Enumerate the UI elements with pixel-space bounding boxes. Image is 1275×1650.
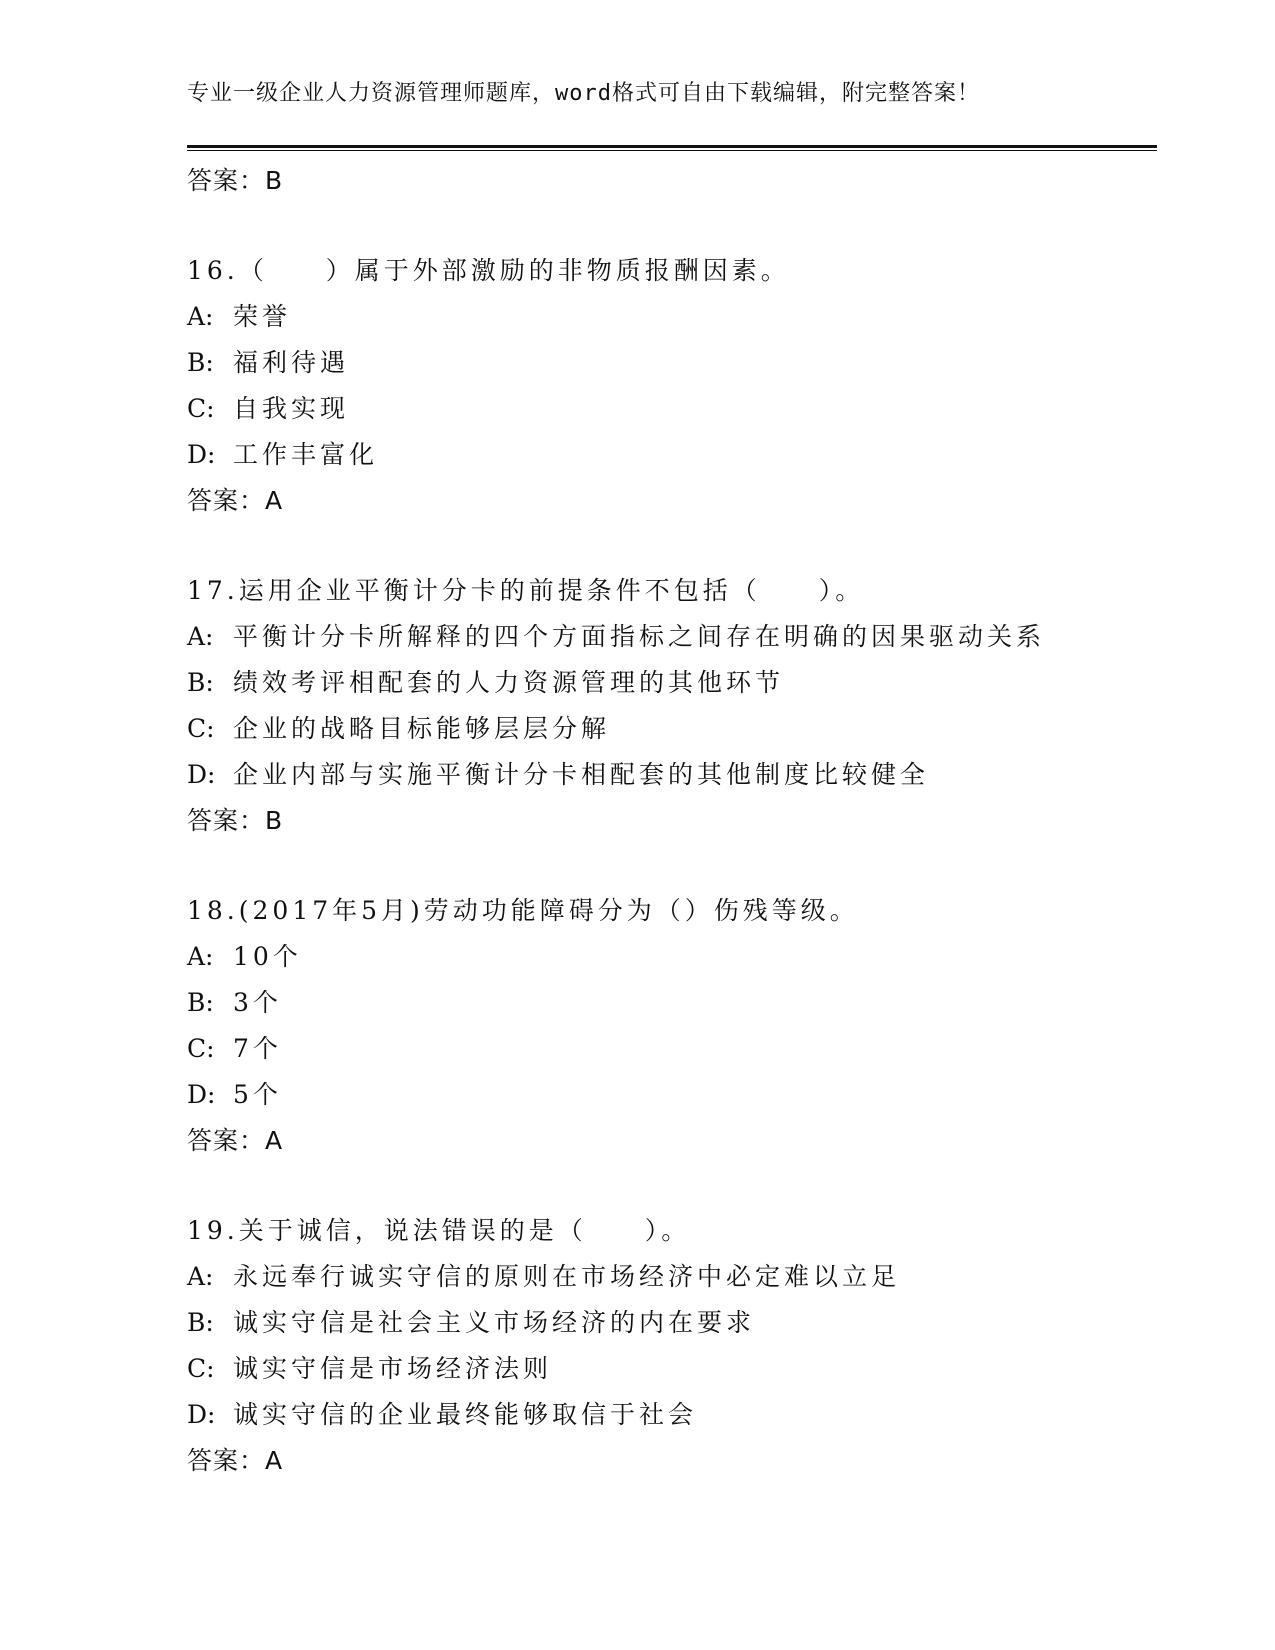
option-letter: C: <box>187 394 215 423</box>
option-a <box>187 934 1157 980</box>
option-a <box>187 294 1157 340</box>
option-text: 自我实现 <box>233 394 350 423</box>
page-header: 专业一级企业人力资源管理师题库，word格式可自由下载编辑，附完整答案！ <box>187 81 980 106</box>
option-text: 荣誉 <box>233 302 292 331</box>
option-text: 福利待遇 <box>233 348 350 377</box>
option-text: 永远奉行诚实守信的原则在市场经济中必定难以立足 <box>233 1262 901 1291</box>
option-d <box>187 1392 1157 1438</box>
option-b <box>187 980 1157 1026</box>
answer-line: 答案：B <box>187 806 284 835</box>
answer-line: 答案：A <box>187 1446 284 1475</box>
option-text: 诚实守信是市场经济法则 <box>233 1354 553 1383</box>
option-letter: D: <box>187 760 216 789</box>
option-text: 诚实守信是社会主义市场经济的内在要求 <box>233 1308 756 1337</box>
option-b <box>187 340 1157 386</box>
option-letter: A: <box>187 942 214 971</box>
option-c <box>187 1026 1157 1072</box>
option-b <box>187 1300 1157 1346</box>
option-letter: D: <box>187 1400 216 1429</box>
question-block <box>187 1208 1157 1484</box>
option-c <box>187 1346 1157 1392</box>
answer-line: 答案：A <box>187 1126 284 1155</box>
option-a <box>187 614 1157 660</box>
option-text: 诚实守信的企业最终能够取信于社会 <box>233 1400 698 1429</box>
answer-line: 答案：A <box>187 486 284 515</box>
option-text: 企业内部与实施平衡计分卡相配套的其他制度比较健全 <box>233 760 930 789</box>
option-text: 3个 <box>233 988 282 1017</box>
option-letter: B: <box>187 1308 214 1337</box>
option-text: 平衡计分卡所解释的四个方面指标之间存在明确的因果驱动关系 <box>233 622 1046 651</box>
option-letter: D: <box>187 1080 216 1109</box>
option-letter: A: <box>187 302 214 331</box>
option-letter: C: <box>187 1034 215 1063</box>
option-c <box>187 386 1157 432</box>
option-letter: A: <box>187 1262 214 1291</box>
option-d <box>187 1072 1157 1118</box>
option-text: 绩效考评相配套的人力资源管理的其他环节 <box>233 668 785 697</box>
option-text: 企业的战略目标能够层层分解 <box>233 714 611 743</box>
question-stem: 18.(2017年5月)劳动功能障碍分为（）伤残等级。 <box>187 896 859 925</box>
option-text: 5个 <box>233 1080 282 1109</box>
option-letter: A: <box>187 622 214 651</box>
question-stem: 16.（ ）属于外部激励的非物质报酬因素。 <box>187 256 790 285</box>
option-text: 10个 <box>233 942 302 971</box>
option-letter: C: <box>187 714 215 743</box>
question-block <box>187 888 1157 1164</box>
question-stem: 17.运用企业平衡计分卡的前提条件不包括（ ）。 <box>187 576 865 605</box>
option-b <box>187 660 1157 706</box>
question-block <box>187 248 1157 524</box>
header-rule-thick <box>187 145 1157 148</box>
answer-line: 答案：B <box>187 166 284 195</box>
question-block <box>187 568 1157 844</box>
option-letter: C: <box>187 1354 215 1383</box>
option-letter: D: <box>187 440 216 469</box>
option-text: 工作丰富化 <box>233 440 379 469</box>
option-c <box>187 706 1157 752</box>
option-letter: B: <box>187 668 214 697</box>
header-rule-thin <box>187 150 1157 151</box>
option-text: 7个 <box>233 1034 282 1063</box>
option-d <box>187 752 1157 798</box>
option-letter: B: <box>187 348 214 377</box>
option-letter: B: <box>187 988 214 1017</box>
question-stem: 19.关于诚信，说法错误的是（ ）。 <box>187 1216 691 1245</box>
question-list <box>187 158 1157 1484</box>
option-a <box>187 1254 1157 1300</box>
option-d <box>187 432 1157 478</box>
